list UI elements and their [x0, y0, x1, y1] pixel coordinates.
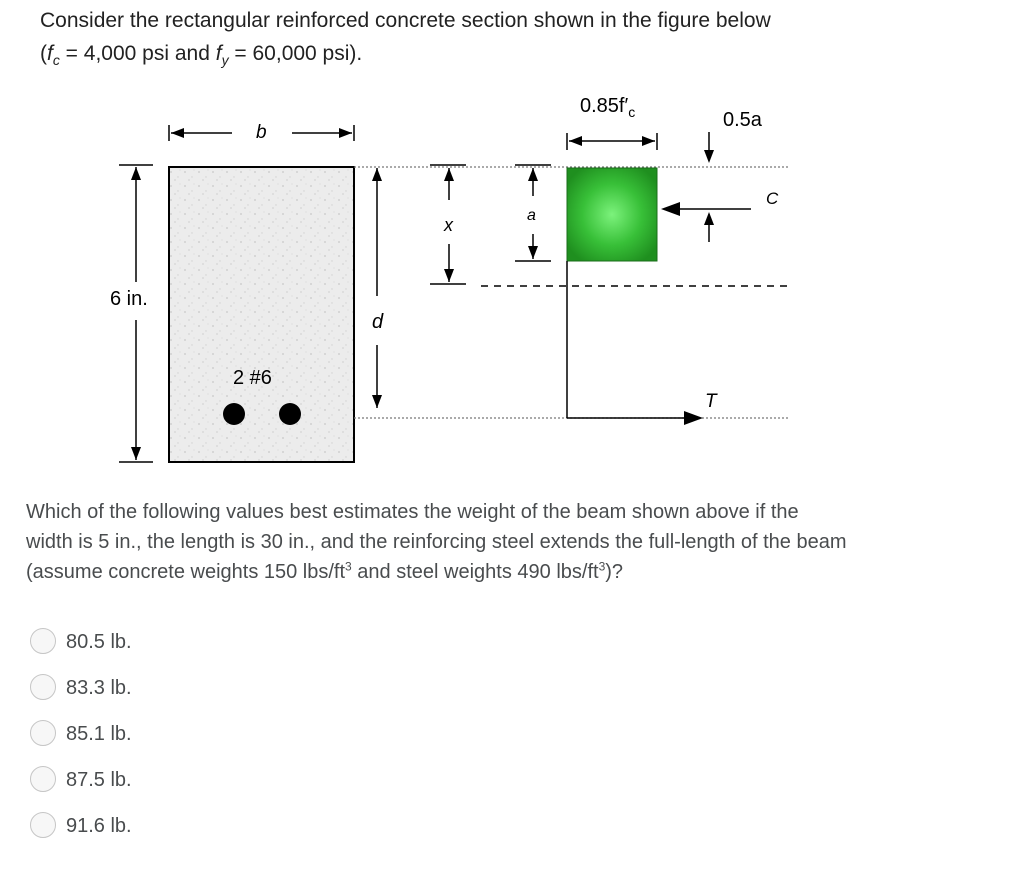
exponent-steel: 3: [598, 559, 606, 574]
dim-half-a: [704, 132, 714, 242]
fy-subscript: y: [221, 52, 229, 69]
choice-4-label[interactable]: 87.5 lb.: [66, 769, 132, 791]
rebar-left: [223, 403, 245, 425]
answer-choices: [29, 624, 229, 854]
problem-line-1: Consider the rectangular reinforced concrete section shown in the figure below: [40, 9, 771, 32]
label-stress-sub: c: [628, 104, 636, 120]
label-stress: [580, 95, 635, 120]
label-height: 6 in.: [110, 288, 148, 310]
tension-arrow-head: [684, 411, 703, 425]
dim-stress-width: [567, 133, 657, 150]
rebar-right: [279, 403, 301, 425]
exponent-concrete: 3: [345, 559, 352, 574]
question-line-2: width is 5 in., the length is 30 in., and the reinforcing steel extends the full-length of the beam: [26, 531, 847, 553]
fc-value: = 4,000 psi and: [59, 42, 216, 65]
question-line-3-pre: (assume concrete weights 150 lbs/ft: [26, 561, 346, 583]
fy-symbol: f: [215, 42, 222, 65]
radio-button-5[interactable]: [30, 812, 56, 838]
paren-open: (: [40, 42, 47, 65]
choice-1[interactable]: [29, 624, 229, 670]
label-x: x: [444, 215, 453, 235]
question-text: [26, 497, 1006, 587]
radio-button-1[interactable]: [30, 628, 56, 654]
label-b: b: [256, 122, 267, 143]
label-half-a: 0.5a: [723, 109, 762, 131]
choice-3[interactable]: [29, 716, 229, 762]
question-line-1: Which of the following values best estimates the weight of the beam shown above if the: [26, 501, 799, 523]
choice-2-label[interactable]: 83.3 lb.: [66, 677, 132, 699]
fy-value: = 60,000 psi).: [228, 42, 363, 65]
concrete-section: [169, 167, 354, 462]
dim-d: [372, 168, 382, 408]
choice-2[interactable]: [29, 670, 229, 716]
label-d: d: [372, 311, 384, 333]
fc-symbol: f: [47, 42, 53, 65]
radio-button-2[interactable]: [30, 674, 56, 700]
label-bars: 2 #6: [233, 367, 272, 389]
label-C: C: [766, 189, 779, 208]
question-line-3-mid: and steel weights 490 lbs/ft: [351, 561, 599, 583]
choice-3-label[interactable]: 85.1 lb.: [66, 723, 132, 745]
choice-1-label[interactable]: 80.5 lb.: [66, 631, 132, 653]
radio-button-3[interactable]: [30, 720, 56, 746]
radio-button-4[interactable]: [30, 766, 56, 792]
compression-arrow-head: [661, 202, 680, 216]
dim-height: [119, 165, 153, 462]
label-stress-main: 0.85f′: [580, 95, 629, 117]
label-a: a: [527, 207, 536, 224]
choice-5-label[interactable]: 91.6 lb.: [66, 815, 132, 837]
fc-subscript: c: [52, 52, 60, 69]
stress-block: [567, 168, 657, 261]
label-T: T: [705, 391, 717, 412]
question-line-3-post: )?: [605, 561, 624, 583]
choice-4[interactable]: [29, 762, 229, 808]
choice-5[interactable]: [29, 808, 229, 854]
